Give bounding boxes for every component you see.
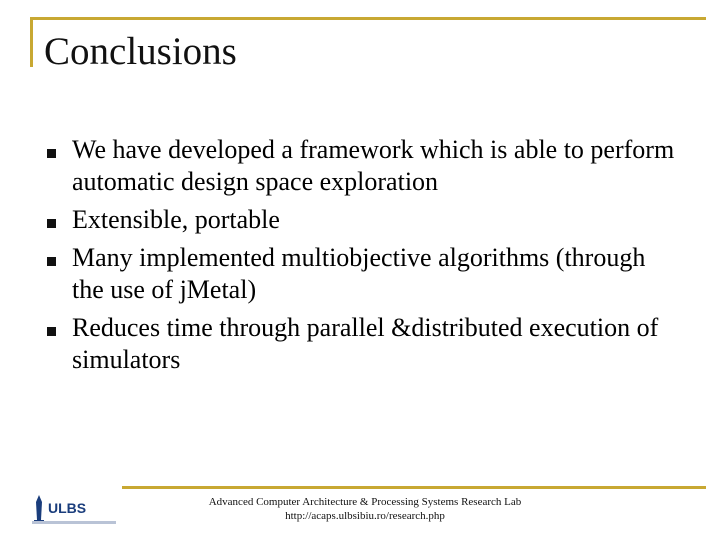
square-bullet-icon xyxy=(47,149,56,158)
bullet-item xyxy=(40,134,680,198)
bullet-text: Reduces time through parallel &distributed execution of simulators xyxy=(72,313,659,374)
footer-rule xyxy=(122,486,706,489)
slide-title: Conclusions xyxy=(44,30,237,73)
bullet-text: Many implemented multiobjective algorithms (through the use of jMetal) xyxy=(72,243,646,304)
square-bullet-icon xyxy=(47,219,56,228)
bullet-text: Extensible, portable xyxy=(72,205,280,234)
square-bullet-icon xyxy=(47,257,56,266)
title-frame-top xyxy=(30,17,706,20)
bullet-list xyxy=(40,134,680,382)
bullet-item xyxy=(40,312,680,376)
logo-text: ULBS xyxy=(48,500,87,516)
university-logo xyxy=(30,492,120,530)
tower-icon xyxy=(30,494,48,524)
bullet-item xyxy=(40,242,680,306)
bullet-item xyxy=(40,204,680,236)
footer-url: http://acaps.ulbsibiu.ro/research.php xyxy=(285,510,445,522)
bullet-text: We have developed a framework which is able to perform automatic design space exploration xyxy=(72,135,675,196)
logo-subline xyxy=(32,521,116,524)
square-bullet-icon xyxy=(47,327,56,336)
footer-lab-name: Advanced Computer Architecture & Processing Systems Research Lab xyxy=(208,496,522,508)
footer xyxy=(160,495,570,523)
title-frame-left xyxy=(30,17,33,67)
